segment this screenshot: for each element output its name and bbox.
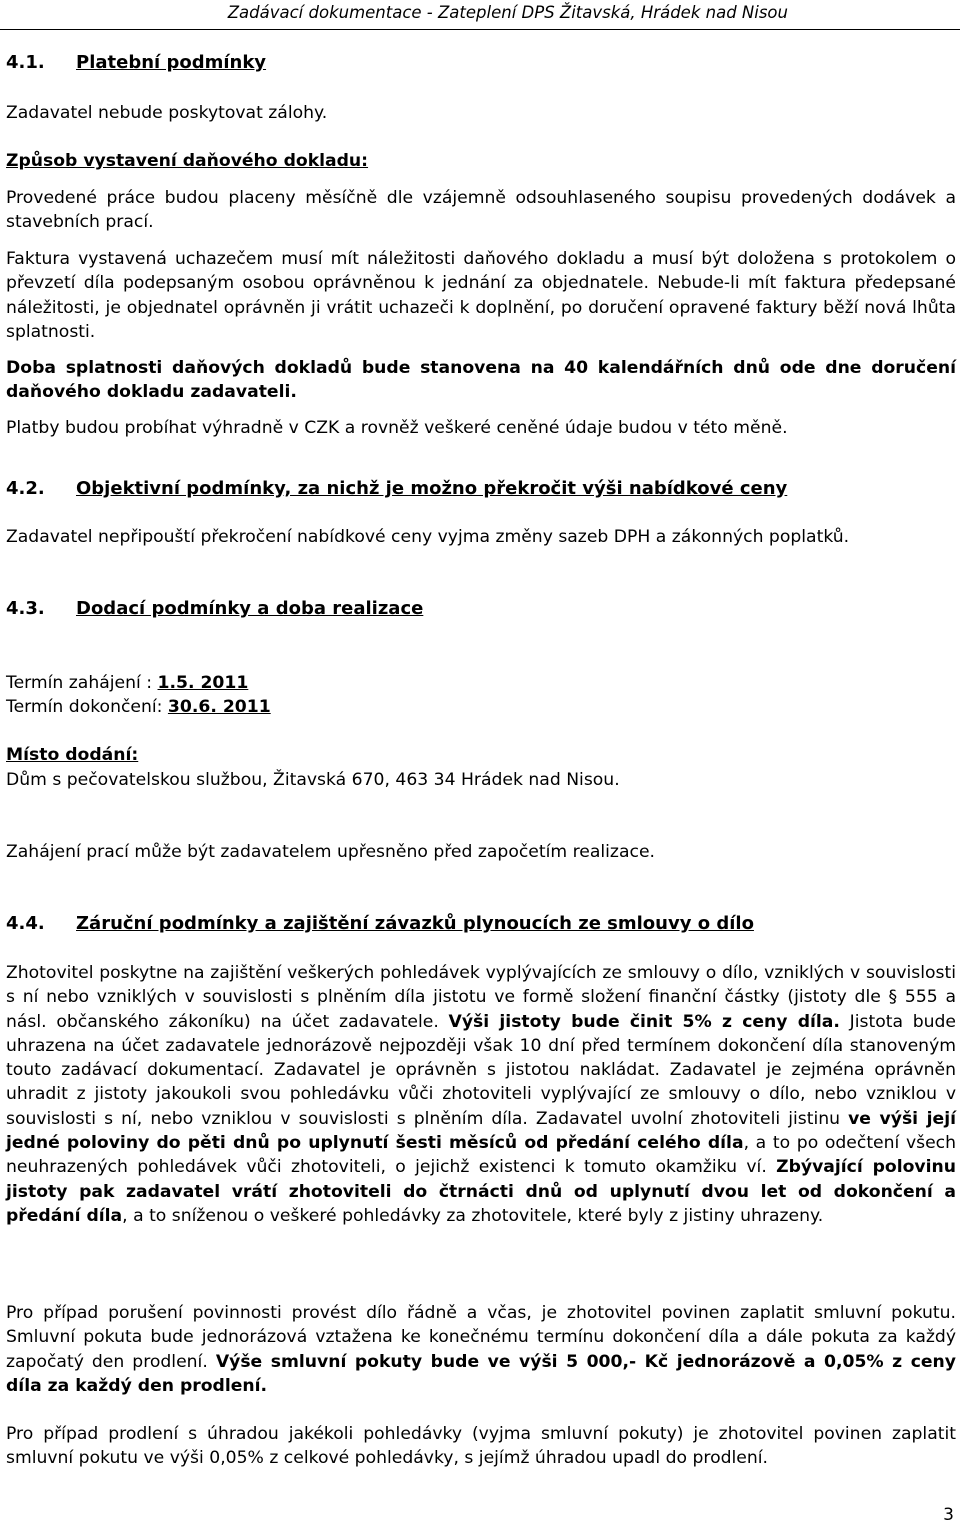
section-heading-4-2	[6, 478, 787, 500]
header-rule	[0, 29, 960, 30]
paragraph-monthly-payment: Provedené práce budou placeny měsíčně dle vzájemně odsouhlaseného soupisu provedených dodávek a stavebních prací.	[6, 188, 956, 233]
section-number: 4.2.	[6, 478, 45, 499]
subheading-invoice-method	[6, 149, 956, 173]
penalty-amount: Výše smluvní pokuty bude ve výši 5 000,- Kč jednorázově a 0,05% z ceny díla za každý den prodlení.	[6, 1351, 957, 1396]
paragraph-currency: Platby budou probíhat výhradně v CZK a rovněž veškeré ceněné údaje budou v této měně.	[6, 418, 788, 438]
paragraph-price-overrun: Zadavatel nepřipouští překročení nabídkové ceny vyjma změny sazeb DPH a zákonných poplatků.	[6, 527, 850, 547]
section-number: 4.4.	[6, 913, 45, 934]
paragraph-due-period: Doba splatnosti daňových dokladů bude stanovena na 40 kalendářních dnů ode dne doručení daňového dokladu zadavateli.	[6, 358, 956, 403]
section-heading-4-1	[6, 52, 266, 74]
guarantee-text-2: Jistota bude uhrazena na účet zadavatele jednorázově nejpozději však 10 dní před termínem dokončení díla stanoveným touto zadávací dokumentací. Zadavatel je oprávněn s jistotou nakládat. Zadavatel je zejména oprávněn uhradit z jistoty jakoukoli svou pohledávku vůči zhotoviteli vyplývající ze smlouvy o dílo, nebo vzniklou v souvislosti s ní, nebo vzniklou v souvislosti s plněním díla. Zadavatel uvolní zhotoviteli jistinu	[6, 1011, 956, 1129]
section-heading-4-4	[6, 913, 754, 935]
penalty-text: Pro případ porušení povinnosti provést dílo řádně a včas, je zhotovitel povinen zaplatit smluvní pokutu. Smluvní pokuta bude jednorázová vztažena ke konečnému termínu dokončení díla a dále pokuta za každý započatý den prodlení.	[6, 1303, 956, 1372]
guarantee-text-1: Zhotovitel poskytne na zajištění veškerých pohledávek vyplývajících ze smlouvy o dílo, vzniklých v souvislosti s ní nebo vzniklých v souvislosti s plněním díla jistotu ve formě složení finanční částky (jistoty dle § 555 a násl. občanského zákoníku) na účet zadavatele.	[6, 963, 956, 1032]
guarantee-second-release: Zbývající polovinu jistoty pak zadavatel vrátí zhotoviteli do čtrnácti dnů od uplynutí dvou let od dokončení a předání díla	[6, 1157, 956, 1226]
page-number: 3	[943, 1505, 954, 1525]
delivery-place-label	[6, 743, 956, 767]
paragraph-start-note: Zahájení prací může být zadavatelem upřesněno před započetím realizace.	[6, 842, 655, 862]
guarantee-amount: Výši jistoty bude činit 5% z ceny díla.	[448, 1011, 840, 1032]
paragraph-invoice-requirements: Faktura vystavená uchazečem musí mít náležitosti daňového dokladu a musí být doložena s protokolem o převzetí díla podepsaným osobou oprávněnou k jednání za objednatele. Nebude-li mít faktura předepsané náležitosti, je objednatel oprávněn ji vrátit uchazeči k doplnění, po doručení opravené faktury běží nová lhůta splatnosti.	[6, 249, 956, 342]
delivery-place-value: Dům s pečovatelskou službou, Žitavská 670, 463 34 Hrádek nad Nisou.	[6, 770, 620, 790]
section-number: 4.1.	[6, 52, 45, 73]
paragraph-guarantee	[6, 961, 956, 1228]
section-title: Záruční podmínky a zajištění závazků plynoucích ze smlouvy o dílo	[76, 913, 754, 934]
guarantee-text-4: , a to sníženou o veškeré pohledávky za zhotovitele, které byly z jistiny uhrazeny.	[122, 1205, 824, 1226]
guarantee-text-3: , a to po odečtení všech neuhrazených pohledávek vůči zhotoviteli, o jejichž existenci k tomuto okamžiku ví.	[6, 1133, 957, 1178]
section-heading-4-3	[6, 598, 423, 620]
end-date-value: 30.6. 2011	[167, 697, 271, 717]
start-date-value: 1.5. 2011	[157, 673, 249, 693]
start-date-line	[6, 671, 956, 695]
subheading-text: Způsob vystavení daňového dokladu:	[6, 151, 369, 171]
section-title: Dodací podmínky a doba realizace	[76, 598, 424, 619]
section-title: Platební podmínky	[76, 52, 267, 73]
end-date-line	[6, 695, 956, 719]
section-number: 4.3.	[6, 598, 45, 619]
section-title: Objektivní podmínky, za nichž je možno překročit výši nabídkové ceny	[76, 478, 788, 499]
paragraph-penalty	[6, 1301, 956, 1398]
paragraph-late-payment: Pro případ prodlení s úhradou jakékoli pohledávky (vyjma smluvní pokuty) je zhotovitel povinen zaplatit smluvní pokutu ve výši 0,05% z celkové pohledávky, s jejímž úhradou upadl do prodlení.	[6, 1424, 956, 1469]
guarantee-first-release: ve výši její jedné poloviny do pěti dnů po uplynutí šesti měsíců od předání celého díla	[6, 1108, 956, 1154]
start-date-label: Termín zahájení :	[6, 673, 158, 693]
delivery-place-label-text: Místo dodání:	[6, 745, 139, 765]
page-header: Zadávací dokumentace - Zateplení DPS Žitavská, Hrádek nad Nisou	[227, 3, 788, 22]
end-date-label: Termín dokončení:	[6, 697, 168, 717]
paragraph-no-advances: Zadavatel nebude poskytovat zálohy.	[6, 103, 328, 123]
